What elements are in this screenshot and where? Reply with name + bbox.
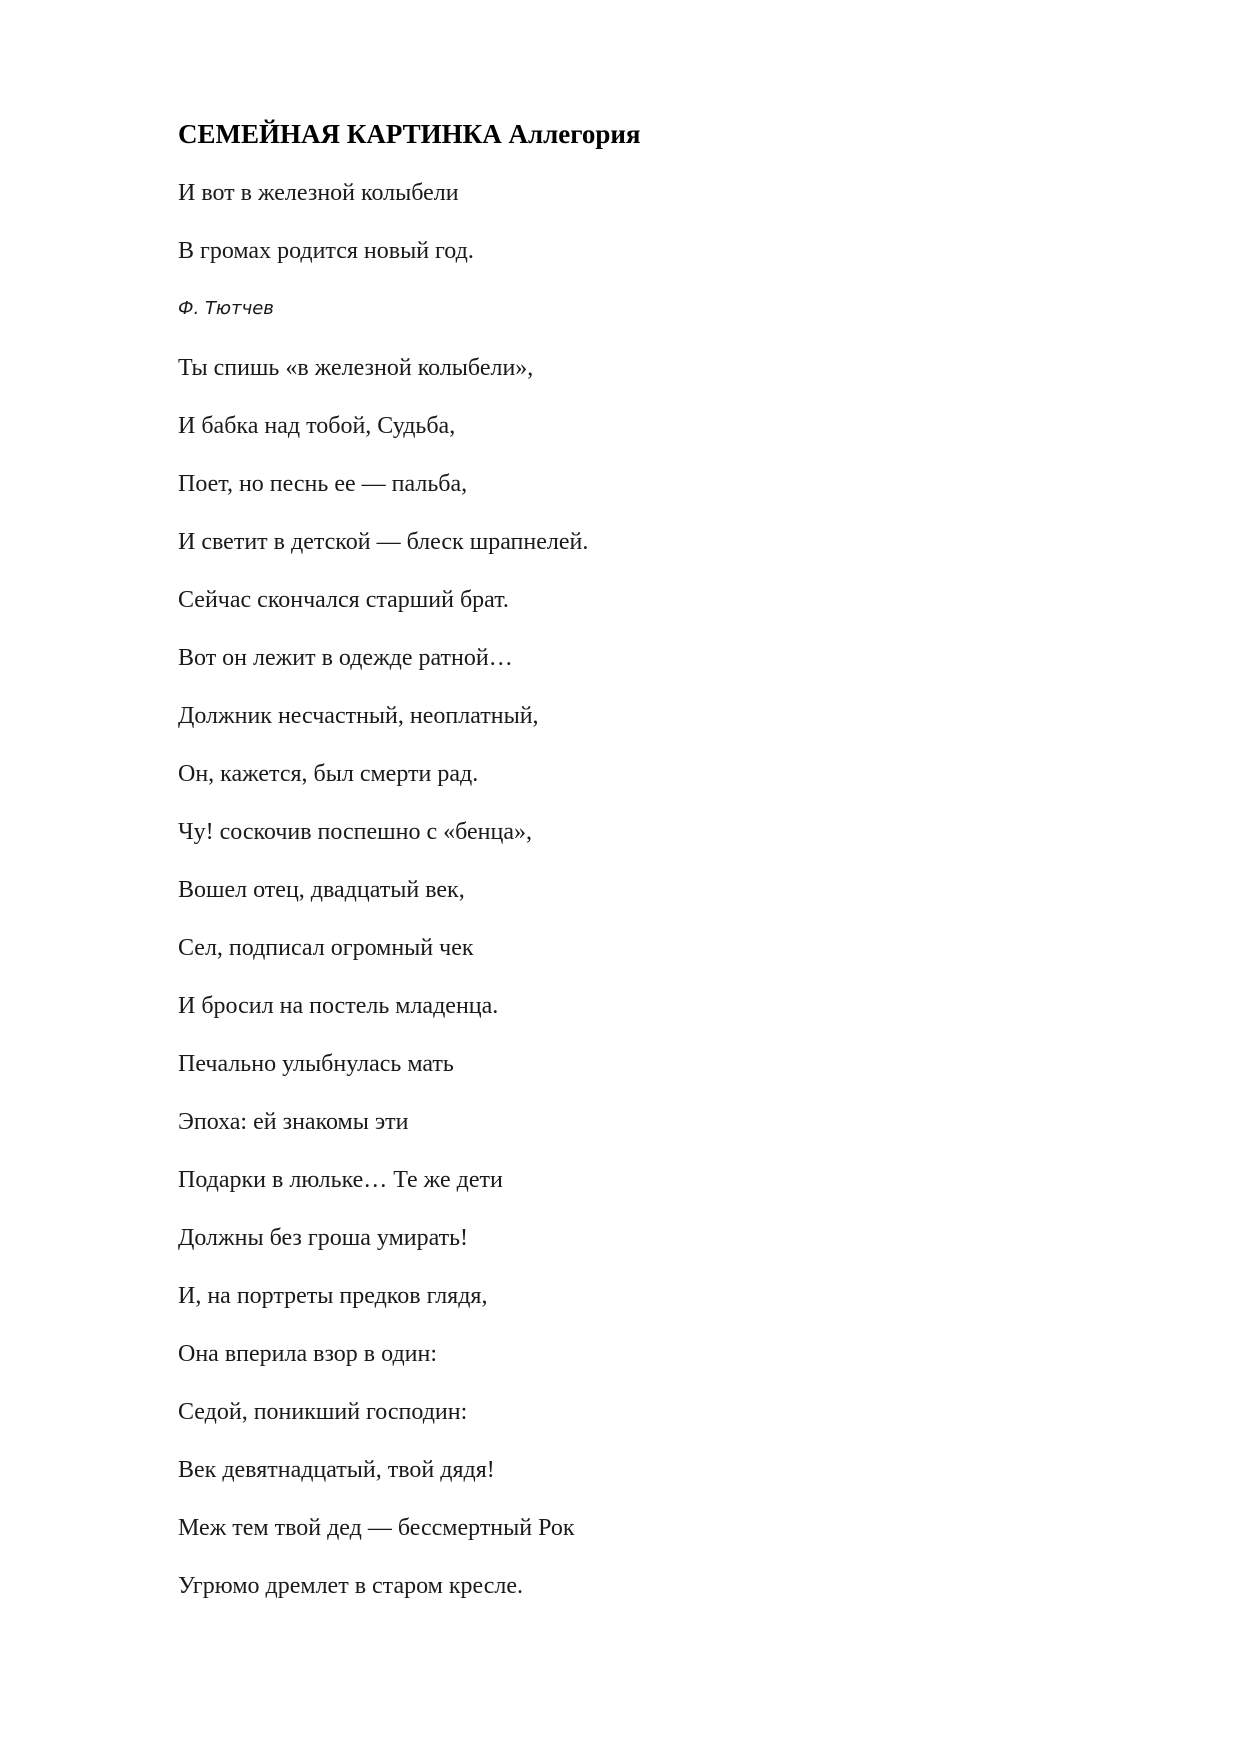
poem-line: Подарки в люльке… Те же дети bbox=[178, 1167, 503, 1193]
poem-line: Чу! соскочив поспешно с «бенца», bbox=[178, 819, 533, 845]
poem-line: И светит в детской — блеск шрапнелей. bbox=[178, 529, 589, 555]
poem-line: Вошел отец, двадцатый век, bbox=[178, 877, 465, 903]
poem-line: И бабка над тобой, Судьба, bbox=[178, 413, 456, 439]
poem-line: Вот он лежит в одежде ратной… bbox=[178, 645, 513, 671]
poem-line: Седой, поникший господин: bbox=[178, 1399, 468, 1425]
poem-line: Ты спишь «в железной колыбели», bbox=[178, 355, 534, 381]
poem-line: Меж тем твой дед — бессмертный Рок bbox=[178, 1515, 575, 1541]
epigraph-line: И вот в железной колыбели bbox=[178, 180, 459, 206]
poem-line: Сел, подписал огромный чек bbox=[178, 935, 474, 961]
poem-line: Печально улыбнулась мать bbox=[178, 1051, 454, 1077]
poem-line: Она вперила взор в один: bbox=[178, 1341, 438, 1367]
poem-line: Эпоха: ей знакомы эти bbox=[178, 1109, 409, 1135]
poem-line: И, на портреты предков глядя, bbox=[178, 1283, 488, 1309]
poem-line: Должны без гроша умирать! bbox=[178, 1225, 469, 1251]
epigraph-line: В громах родится новый год. bbox=[178, 238, 474, 264]
poem-line: Он, кажется, был смерти рад. bbox=[178, 761, 479, 787]
poem-line: Сейчас скончался старший брат. bbox=[178, 587, 509, 613]
poem-line: Угрюмо дремлет в старом кресле. bbox=[178, 1573, 524, 1599]
poem-title: СЕМЕЙНАЯ КАРТИНКА Аллегория bbox=[178, 119, 641, 149]
poem-line: Должник несчастный, неоплатный, bbox=[178, 703, 539, 729]
epigraph-author: Ф. Тютчев bbox=[178, 298, 274, 319]
poem-line: Поет, но песнь ее — пальба, bbox=[178, 471, 468, 497]
poem-line: И бросил на постель младенца. bbox=[178, 993, 499, 1019]
poem-line: Век девятнадцатый, твой дядя! bbox=[178, 1457, 495, 1483]
